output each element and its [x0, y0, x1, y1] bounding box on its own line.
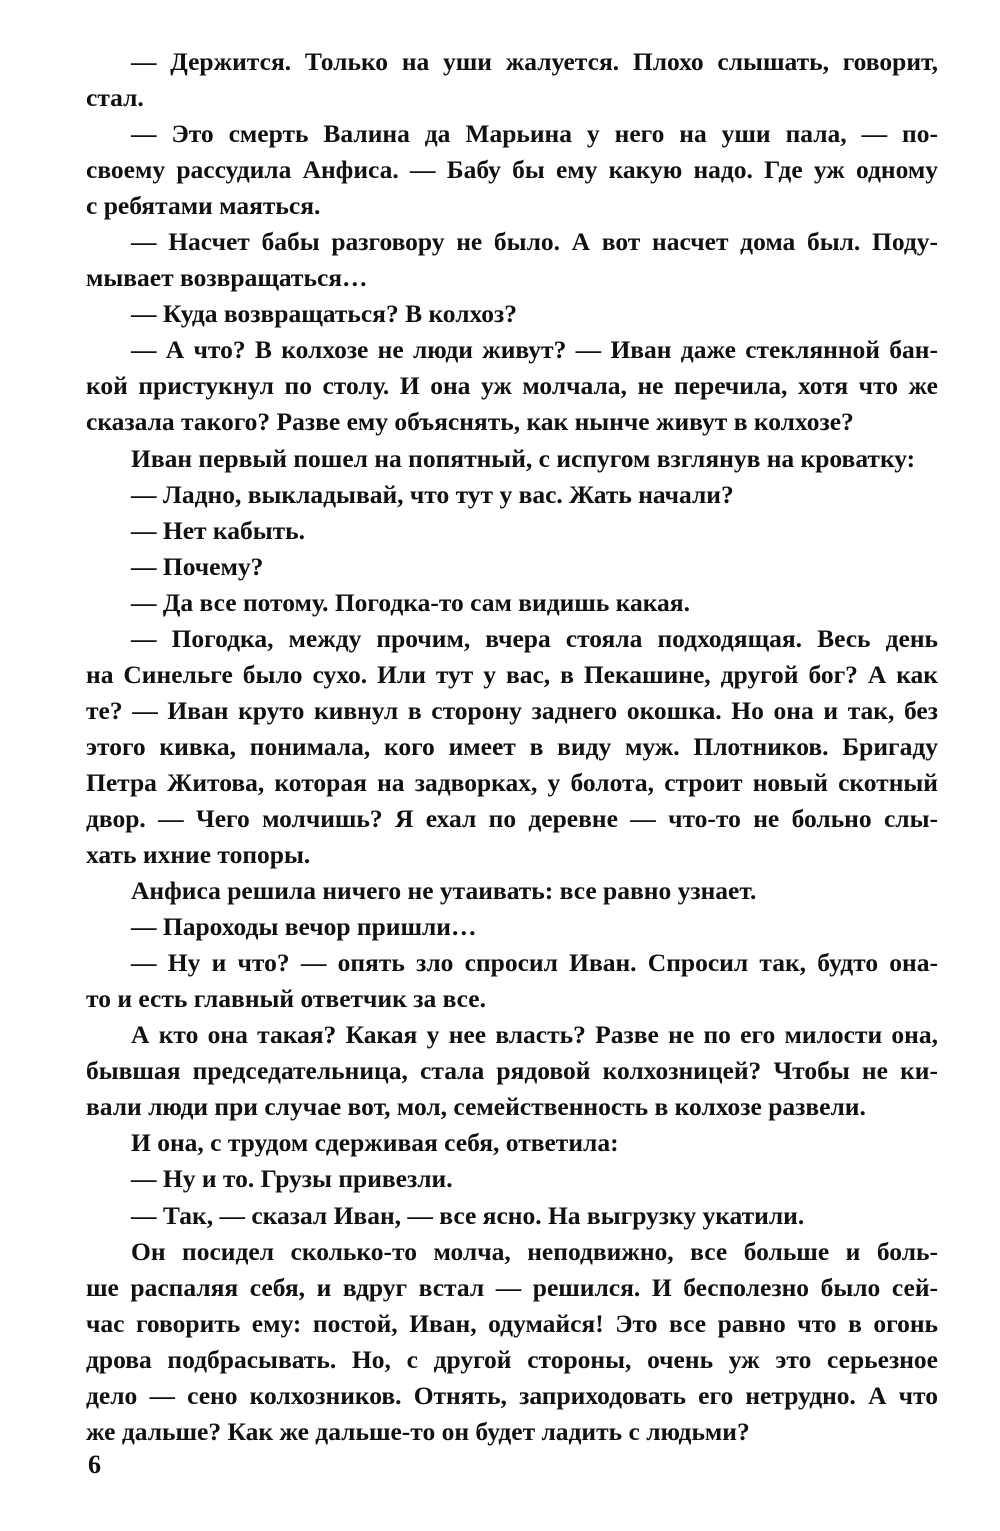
text-line: А кто она такая? Какая у нее власть? Разве не по его милости она, — [131, 1020, 938, 1050]
text-line: час говорить ему: постой, Иван, одумайся! Это все равно что в огонь — [86, 1308, 938, 1338]
text-line: стал. — [86, 83, 144, 113]
text-line: — Нет кабыть. — [131, 515, 306, 545]
text-line: ше распаляя себя, и вдруг встал — решился. И бесполезно было сей- — [86, 1272, 938, 1302]
text-line: бывшая председательница, стала рядовой колхозницей? Чтобы не ки- — [86, 1056, 938, 1086]
text-line: — Ну и что? — опять зло спросил Иван. Спросил так, будто она- — [131, 948, 938, 978]
text-line: своему рассудила Анфиса. — Бабу бы ему какую надо. Где уж одному — [86, 155, 938, 185]
text-line: — Почему? — [131, 551, 264, 581]
text-line: дело — сено колхозников. Отнять, заприходовать его нетрудно. А что — [86, 1380, 938, 1410]
text-line: же дальше? Как же дальше-то он будет ладить с людьми? — [86, 1416, 750, 1446]
text-line: с ребятами маяться. — [86, 191, 321, 221]
text-line: на Синельге было сухо. Или тут у вас, в Пекашине, другой бог? А как — [86, 659, 938, 689]
text-line: — Держится. Только на уши жалуется. Плохо слышать, говорит, — [131, 47, 938, 76]
text-line: дрова подбрасывать. Но, с другой стороны, очень уж это серьезное — [86, 1344, 938, 1374]
text-line: мывает возвращаться… — [86, 263, 368, 293]
text-line: — Да все потому. Погодка-то сам видишь какая. — [131, 587, 690, 617]
text-line: — Ладно, выкладывай, что тут у вас. Жать начали? — [131, 479, 734, 509]
text-line: Иван первый пошел на попятный, с испугом взглянув на кроватку: — [131, 443, 916, 473]
text-line: Анфиса решила ничего не утаивать: все равно узнает. — [131, 876, 757, 906]
page-number: 6 — [88, 1450, 101, 1479]
text-line: те? — Иван круто кивнул в сторону заднего окошка. Но она и так, без — [86, 695, 938, 725]
text-line: — Это смерть Валина да Марьина у него на уши пала, — по- — [131, 119, 938, 149]
text-line: Он посидел сколько-то молча, неподвижно, все больше и боль- — [131, 1236, 938, 1266]
text-line: — Куда возвращаться? В колхоз? — [131, 299, 518, 329]
text-line: — Пароходы вечор пришли… — [131, 912, 477, 942]
text-line: двор. — Чего молчишь? Я ехал по деревне — что-то не больно слы- — [86, 803, 938, 833]
text-line: хать ихние топоры. — [86, 840, 311, 870]
text-line: — Погодка, между прочим, вчера стояла подходящая. Весь день — [131, 623, 938, 653]
book-page-text — [86, 44, 938, 1450]
text-line: то и есть главный ответчик за все. — [86, 984, 486, 1014]
text-line: — Насчет бабы разговору не было. А вот насчет дома был. Поду- — [131, 227, 938, 257]
text-line: — Так, — сказал Иван, — все ясно. На выгрузку укатили. — [131, 1200, 805, 1230]
text-line: вали люди при случае вот, мол, семейственность в колхозе развели. — [86, 1092, 866, 1122]
text-line: И она, с трудом сдерживая себя, ответила: — [131, 1128, 619, 1158]
text-line: Петра Житова, которая на задворках, у болота, строит новый скотный — [86, 767, 938, 797]
text-line: этого кивка, понимала, кого имеет в виду муж. Плотников. Бригаду — [86, 731, 938, 761]
text-line: сказала такого? Разве ему объяснять, как нынче живут в колхозе? — [86, 407, 854, 437]
text-line: — Ну и то. Грузы привезли. — [131, 1164, 453, 1194]
text-line: кой пристукнул по столу. И она уж молчала, не перечила, хотя что же — [86, 371, 938, 401]
text-line: — А что? В колхозе не люди живут? — Иван даже стеклянной бан- — [131, 335, 938, 365]
